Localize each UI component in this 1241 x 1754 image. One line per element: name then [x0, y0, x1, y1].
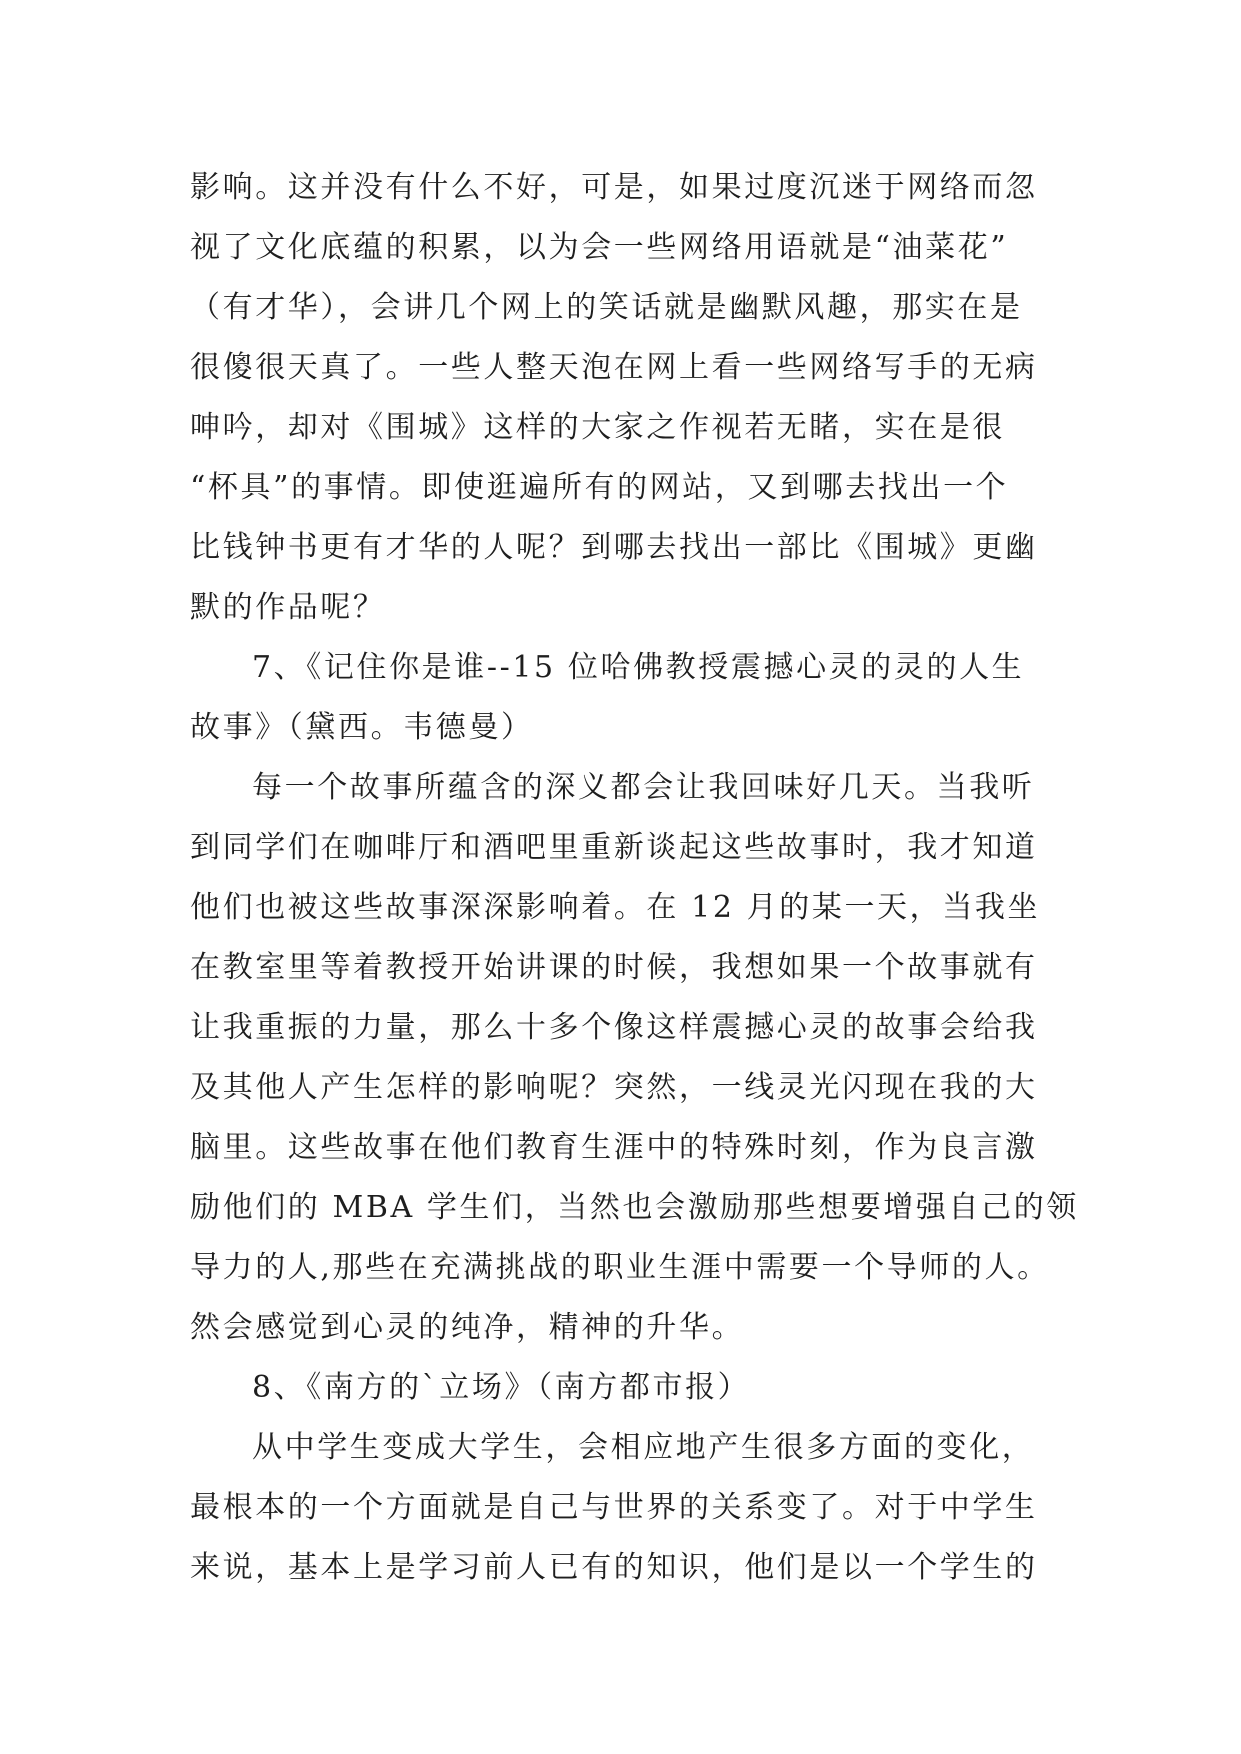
document-body: [190, 158, 1079, 1598]
text-line: “杯具”的事情。即使逛遍所有的网站，又到哪去找出一个: [190, 470, 1009, 505]
text-line: 每一个故事所蕴含的深义都会让我回味好几天。当我听: [252, 770, 1035, 805]
text-line: 让我重振的力量，那么十多个像这样震撼心灵的故事会给我: [190, 1010, 1038, 1045]
text-line: 他们也被这些故事深深影响着。在 12 月的某一天，当我坐: [190, 890, 1041, 925]
text-line: 在教室里等着教授开始讲课的时候，我想如果一个故事就有: [190, 950, 1038, 985]
text-line: 导力的人,那些在充满挑战的职业生涯中需要一个导师的人。: [190, 1250, 1050, 1285]
text-line: 励他们的 MBA 学生们，当然也会激励那些想要增强自己的领: [190, 1190, 1079, 1225]
text-line: 及其他人产生怎样的影响呢？突然，一线灵光闪现在我的大: [190, 1070, 1038, 1105]
text-line: 然会感觉到心灵的纯净，精神的升华。: [190, 1310, 745, 1345]
text-line: 视了文化底蕴的积累，以为会一些网络用语就是“油菜花”: [190, 230, 1009, 265]
text-line: 从中学生变成大学生，会相应地产生很多方面的变化，: [252, 1430, 1035, 1465]
text-line: 影响。这并没有什么不好，可是，如果过度沉迷于网络而忽: [190, 170, 1038, 205]
text-line: 7、《记住你是谁--15 位哈佛教授震撼心灵的灵的人生: [252, 650, 1025, 685]
text-line: 呻吟，却对《围城》这样的大家之作视若无睹，实在是很: [190, 410, 1005, 445]
text-line: 来说，基本上是学习前人已有的知识，他们是以一个学生的: [190, 1550, 1038, 1585]
text-line: 8、《南方的`立场》（南方都市报）: [252, 1370, 751, 1405]
text-line: 默的作品呢？: [190, 590, 386, 625]
text-line: 最根本的一个方面就是自己与世界的关系变了。对于中学生: [190, 1490, 1038, 1525]
text-line: 到同学们在咖啡厅和酒吧里重新谈起这些故事时，我才知道: [190, 830, 1038, 865]
text-line: 比钱钟书更有才华的人呢？到哪去找出一部比《围城》更幽: [190, 530, 1038, 565]
text-line: 故事》（黛西。韦德曼）: [190, 710, 534, 745]
text-line: 很傻很天真了。一些人整天泡在网上看一些网络写手的无病: [190, 350, 1038, 385]
text-line: 脑里。这些故事在他们教育生涯中的特殊时刻，作为良言激: [190, 1130, 1038, 1165]
text-line: （有才华），会讲几个网上的笑话就是幽默风趣，那实在是: [190, 290, 1023, 325]
